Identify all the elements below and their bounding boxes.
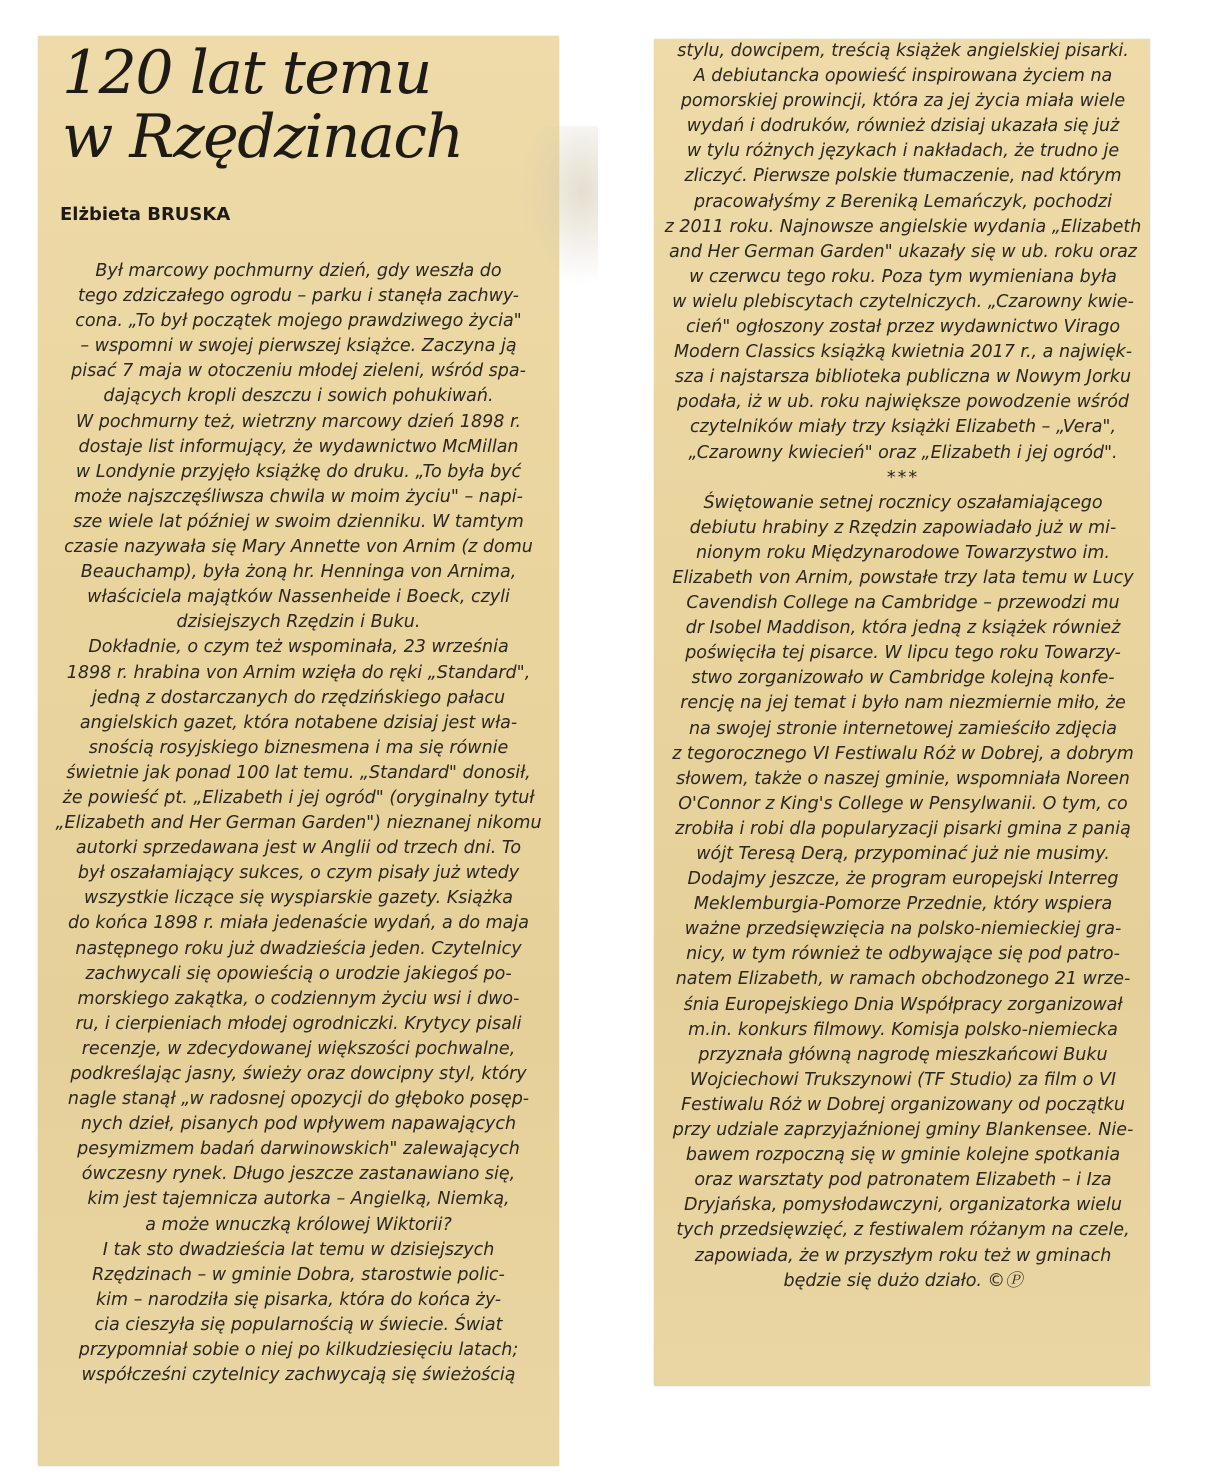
text-line: współcześni czytelnicy zachwycają się świeżością — [81, 1365, 516, 1386]
section-separator: *** — [886, 467, 920, 488]
text-line: czasie nazywała się Mary Annette von Arnim (z domu — [64, 537, 533, 558]
headline-line-1: 120 lat temu — [62, 38, 431, 108]
text-line: and Her German Garden" ukazały się w ub. roku oraz — [669, 241, 1137, 262]
text-line: że powieść pt. „Elizabeth i jej ogród" (oryginalny tytuł — [62, 787, 535, 808]
text-line: Wojciechowi Trukszynowi (TF Studio) za film o VI — [689, 1069, 1117, 1090]
text-line: rencję na jej temat i było nam niezmiernie miło, że — [680, 693, 1126, 714]
text-line: cień" ogłoszony został przez wydawnictwo Virago — [685, 317, 1121, 338]
article-body-right — [662, 39, 1144, 1294]
text-line: Dodajmy jeszcze, że program europejski Interreg — [687, 869, 1119, 890]
text-line: w czerwcu tego roku. Poza tym wymieniana była — [689, 266, 1117, 287]
text-line: recenzje, w zdecydowanej większości pochwalne, — [81, 1038, 516, 1059]
text-line: zapowiada, że w przyszłym roku też w gminach — [694, 1245, 1112, 1266]
text-line: wójt Teresą Derą, przypominać już nie musimy. — [696, 844, 1110, 864]
text-line: nagle stanął „w radosnej opozycji do głęboko posęp- — [67, 1089, 530, 1110]
text-line: stylu, dowcipem, treścią książek angielskiej pisarki. — [677, 41, 1129, 61]
text-line: Dokładnie, o czym też wspominała, 23 września — [88, 637, 509, 658]
text-line: przyznała główną nagrodę mieszkańcowi Buku — [698, 1044, 1108, 1065]
text-line: zliczyć. Pierwsze polskie tłumaczenie, nad którym — [684, 166, 1122, 187]
text-line: I tak sto dwadzieścia lat temu w dzisiejszych — [102, 1239, 495, 1260]
text-line: autorki sprzedawana jest w Anglii od trzech dni. To — [75, 838, 522, 859]
text-line: słowem, także o naszej gminie, wspomniała Noreen — [676, 768, 1130, 789]
text-line: Dryjańska, pomysłodawczyni, organizatorka wielu — [684, 1195, 1122, 1216]
text-line: pesymizmem badań darwinowskich" zalewających — [77, 1139, 520, 1160]
text-line: m.in. konkurs filmowy. Komisja polsko-niemiecka — [688, 1019, 1118, 1040]
text-line: – wspomni w swojej pierwszej książce. Zaczyna ją — [80, 336, 517, 357]
text-line: w Londynie przyjęło książkę do druku. „To była być — [75, 461, 522, 482]
text-line: tego zdziczałego ogrodu – parku i stanęła zachwy- — [78, 286, 519, 307]
text-line: tych przedsięwzięć, z festiwalem różanym na czele, — [676, 1220, 1130, 1241]
text-line: 1898 r. hrabina von Arnim wzięła do ręki „Standard", — [66, 662, 531, 683]
text-line: zachwycali się opowieścią o urodzie jakiegoś po- — [85, 963, 512, 984]
text-line: A debiutancka opowieść inspirowana życiem na — [693, 66, 1113, 87]
text-line: dających kropli deszczu i sowich pohukiwań. — [103, 386, 494, 407]
text-line: dr Isobel Maddison, która jedną z książek również — [685, 618, 1121, 639]
text-line: W pochmurny też, wietrzny marcowy dzień 1898 r. — [75, 411, 522, 432]
text-line: ważne przedsięwzięcia na polsko-niemieckiej gra- — [684, 919, 1122, 940]
text-line: podkreślając jasny, świeży oraz dowcipny styl, który — [70, 1064, 527, 1084]
text-line: świetnie jak ponad 100 lat temu. „Standard" donosił, — [66, 762, 531, 783]
text-line: może najszczęśliwsza chwila w moim życiu" – napi- — [74, 486, 523, 507]
article-body-left — [48, 259, 549, 1388]
text-line: podała, iż w ub. roku największe powodzenie wśród — [676, 392, 1130, 413]
text-line: Beauchamp), była żoną hr. Henninga von Arnima, — [80, 562, 517, 583]
text-line: poświęciła tej pisarce. W lipcu tego roku Towarzy- — [685, 643, 1121, 664]
text-line: nych dzieł, pisanych pod wpływem napawających — [80, 1114, 517, 1135]
text-line: przypomniał sobie o niej po kilkudziesięciu latach; — [78, 1340, 519, 1361]
text-line: natem Elizabeth, w ramach obchodzonego 21 wrze- — [675, 969, 1131, 990]
text-line: Cavendish College na Cambridge – przewodzi mu — [686, 593, 1120, 614]
text-line: na swojej stronie internetowej zamieściło zdjęcia — [688, 718, 1118, 739]
text-line: będzie się dużo działo. ©Ⓟ — [783, 1270, 1023, 1291]
text-line: jedną z dostarczanych do rzędzińskiego pałacu — [91, 687, 506, 708]
author-byline: Elżbieta BRUSKA — [60, 204, 231, 225]
text-line: kim jest tajemnicza autorka – Angielką, Niemką, — [87, 1189, 510, 1210]
text-line: cona. „To był początek mojego prawdziwego życia" — [75, 311, 522, 332]
text-line: kim – narodziła się pisarka, która do końca ży- — [95, 1289, 502, 1310]
text-line: nicy, w tym również te odbywające się pod patro- — [686, 944, 1120, 965]
text-line: pracowałyśmy z Bereniką Lemańczyk, pochodzi — [694, 191, 1112, 212]
headline — [62, 38, 463, 172]
text-line: Elizabeth von Arnim, powstałe trzy lata temu w Lucy — [672, 567, 1134, 588]
text-line: Rzędzinach – w gminie Dobra, starostwie polic- — [92, 1264, 505, 1285]
headline-line-2: w Rzędzinach — [62, 102, 463, 172]
text-line: debiutu hrabiny z Rzędzin zapowiadało już w mi- — [689, 517, 1117, 538]
text-line: sza i najstarsza biblioteka publiczna w Nowym Jorku — [674, 367, 1132, 388]
text-line: „Elizabeth and Her German Garden") nieznanej nikomu — [55, 813, 542, 834]
article-clipping-left — [38, 36, 559, 1466]
text-line: bawem rozpoczną się w gminie kolejne spotkania — [685, 1145, 1121, 1166]
text-line: w wielu plebiscytach czytelniczych. „Czarowny kwie- — [672, 291, 1134, 312]
text-line: wszystkie liczące się wyspiarskie gazety. Książka — [84, 888, 513, 909]
text-line: cia cieszyła się popularnością w świecie. Świat — [94, 1314, 503, 1335]
text-line: morskiego zakątka, o codziennym życiu wsi i dwo- — [77, 988, 520, 1009]
text-line: właściciela majątków Nassenheide i Boeck, czyli — [87, 587, 510, 608]
text-line: przy udziale zaprzyjaźnionej gminy Blankensee. Nie- — [672, 1120, 1134, 1141]
text-line: Modern Classics książką kwietnia 2017 r., a najwięk- — [673, 342, 1133, 363]
text-line: dzisiejszych Rzędzin i Buku. — [176, 612, 421, 633]
text-line: a może wnuczką królowej Wiktorii? — [145, 1214, 452, 1235]
text-line: był oszałamiający sukces, o czym pisały już wtedy — [77, 863, 520, 884]
text-line: z tegorocznego VI Festiwalu Róż w Dobrej, a dobrym — [672, 743, 1134, 764]
text-line: śnia Europejskiego Dnia Współpracy zorganizował — [683, 994, 1123, 1015]
text-line: ówczesny rynek. Długo jeszcze zastanawiano się, — [81, 1164, 516, 1185]
text-line: angielskich gazet, która notabene dzisiaj jest wła- — [79, 712, 518, 733]
text-line: wydań i dodruków, również dzisiaj ukazała się już — [686, 116, 1120, 137]
text-line: snością rosyjskiego biznesmena i ma się równie — [88, 737, 509, 758]
text-line: dostaje list informujący, że wydawnictwo McMillan — [78, 436, 519, 457]
text-line: Meklemburgia-Pomorze Przednie, który wspiera — [693, 894, 1113, 915]
text-line: stwo zorganizowało w Cambridge kolejną konfe- — [691, 668, 1115, 689]
text-line: Był marcowy pochmurny dzień, gdy weszła do — [95, 261, 502, 281]
text-line: następnego roku już dwadzieścia jeden. Czytelnicy — [75, 938, 522, 959]
text-line: Festiwalu Róż w Dobrej organizowany od początku — [681, 1094, 1125, 1115]
text-line: O'Connor z King's College w Pensylwanii. O tym, co — [678, 793, 1128, 814]
text-line: Świętowanie setnej rocznicy oszałamiającego — [703, 492, 1103, 513]
text-line: do końca 1898 r. miała jedenaście wydań, a do maja — [68, 913, 529, 934]
text-line: w tylu różnych językach i nakładach, że trudno je — [686, 141, 1120, 162]
text-line: z 2011 roku. Najnowsze angielskie wydania „Elizabeth — [664, 216, 1142, 237]
text-line: czytelników miały trzy książki Elizabeth – „Vera", — [689, 417, 1117, 438]
article-clipping-right — [654, 39, 1150, 1386]
text-line: sze wiele lat później w swoim dzienniku. W tamtym — [73, 511, 524, 532]
text-line: oraz warsztaty pod patronatem Elizabeth – i Iza — [694, 1170, 1112, 1191]
text-line: „Czarowny kwiecień" oraz „Elizabeth i jej ogród". — [688, 442, 1118, 463]
text-line: pisać 7 maja w otoczeniu młodej zieleni, wśród spa- — [71, 361, 526, 382]
text-line: nionym roku Międzynarodowe Towarzystwo im. — [695, 542, 1110, 563]
text-line: pomorskiej prowincji, która za jej życia miała wiele — [680, 91, 1126, 112]
text-line: ru, i cierpieniach młodej ogrodniczki. Krytycy pisali — [75, 1013, 522, 1034]
text-line: zrobiła i robi dla popularyzacji pisarki gmina z panią — [675, 818, 1131, 839]
